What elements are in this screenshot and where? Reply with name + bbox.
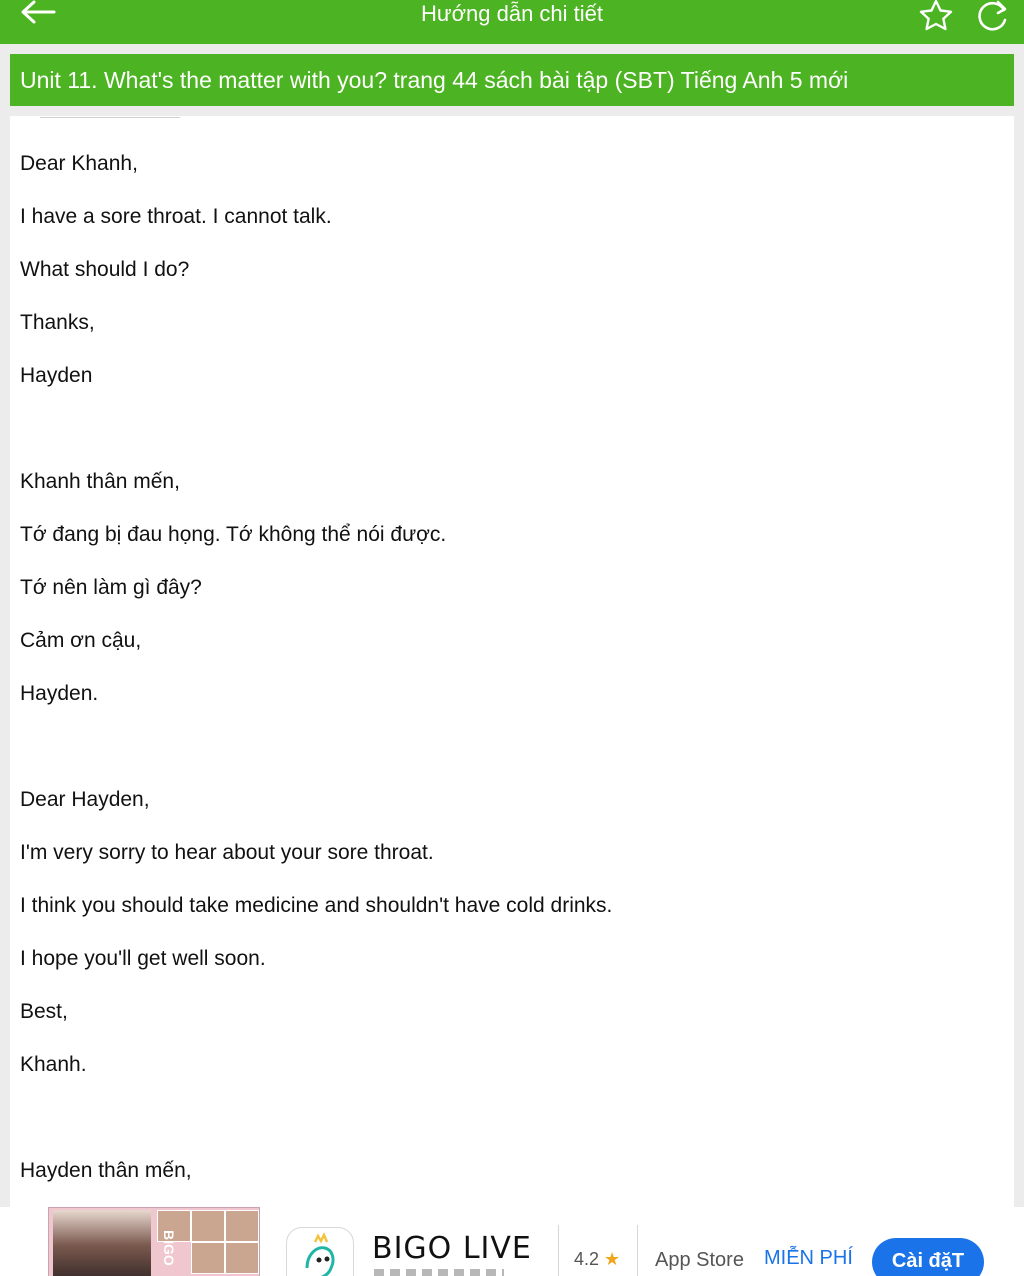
ad-subtitle — [374, 1269, 504, 1276]
paragraph-gap — [20, 723, 1000, 776]
top-bar — [0, 0, 1024, 44]
letter-line: Khanh thân mến, — [20, 470, 180, 493]
article-heading: Unit 11. What's the matter with you? trang 44 sách bài tập (SBT) Tiếng Anh 5 mới — [10, 54, 1014, 106]
letter-line: Khanh. — [20, 1053, 87, 1076]
ad-app-name[interactable]: BIGO LIVE — [372, 1231, 532, 1266]
star-outline-icon[interactable] — [916, 0, 956, 32]
ad-image[interactable] — [48, 1207, 260, 1276]
letter-line: Dear Hayden, — [20, 788, 150, 811]
letter-line: I think you should take medicine and shouldn't have cold drinks. — [20, 894, 613, 917]
letter-line: What should I do? — [20, 258, 190, 281]
letter-line: Tớ đang bị đau họng. Tớ không thể nói được. — [20, 523, 447, 546]
letter-line: Best, — [20, 1000, 68, 1023]
install-button[interactable]: Cài đặT — [872, 1238, 984, 1276]
heading-separator — [10, 106, 1014, 116]
rating-star-icon: ★ — [604, 1249, 621, 1269]
ad-photo — [53, 1210, 151, 1276]
letter-line: Dear Khanh, — [20, 152, 138, 175]
ad-rating — [574, 1249, 620, 1270]
letter-line: Cảm ơn cậu, — [20, 629, 142, 652]
article-content — [20, 140, 1000, 1200]
letter-line: Hayden. — [20, 682, 99, 705]
divider — [637, 1225, 638, 1276]
paragraph-gap — [20, 1094, 1000, 1147]
divider — [40, 117, 180, 118]
ad-banner-brand: BIGO — [161, 1230, 177, 1266]
app-logo-icon[interactable] — [286, 1227, 354, 1276]
ad-photo-tile — [225, 1242, 259, 1274]
reload-icon[interactable] — [972, 0, 1012, 32]
ad-banner[interactable] — [0, 1207, 1024, 1276]
ad-store: App Store — [655, 1249, 744, 1271]
rating-value: 4.2 — [574, 1249, 600, 1269]
ad-photo-tile — [225, 1210, 259, 1242]
letter-line: I hope you'll get well soon. — [20, 947, 266, 970]
ad-price: MIỄN PHÍ — [764, 1247, 853, 1269]
paragraph-gap — [20, 405, 1000, 458]
ad-photo-tile — [191, 1242, 225, 1274]
page-title: Hướng dẫn chi tiết — [420, 1, 604, 26]
letter-line: Tớ nên làm gì đây? — [20, 576, 202, 599]
letter-line: Hayden thân mến, — [20, 1159, 192, 1182]
divider — [558, 1225, 559, 1276]
letter-line: Hayden — [20, 364, 93, 387]
ad-photo-tile — [191, 1210, 225, 1242]
letter-line: I have a sore throat. I cannot talk. — [20, 205, 332, 228]
letter-line: Thanks, — [20, 311, 95, 334]
letter-line: I'm very sorry to hear about your sore throat. — [20, 841, 434, 864]
